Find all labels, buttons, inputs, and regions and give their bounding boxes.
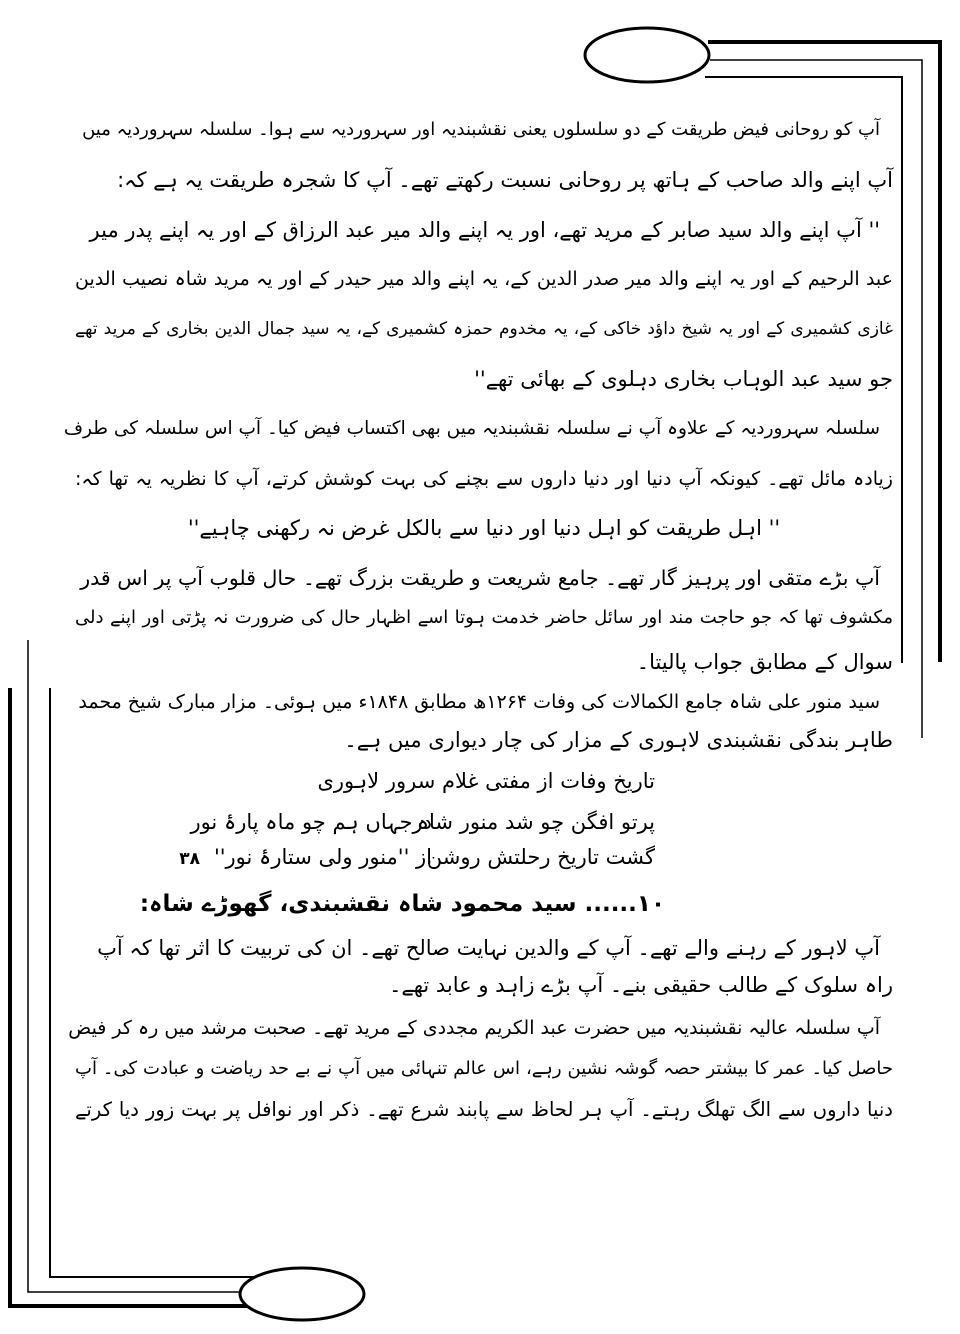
- text-line: آپ اپنے والد صاحب کے ہاتھ پر روحانی نسبت رکھتے تھے۔ آپ کا شجرہ طریقت یہ ہے کہ:: [117, 168, 893, 192]
- border-bottom-left-inner: [50, 688, 258, 1277]
- text-line: راہ سلوک کے طالب حقیقی بنے۔ آپ بڑے زاہد و عابد تھے۔: [389, 973, 893, 997]
- text-line: عبد الرحیم کے اور یہ اپنے والد میر صدر الدین کے، یہ اپنے والد میر حیدر کے اور یہ مرید شاہ نصیب الدین: [75, 268, 893, 290]
- text-line: جو سید عبد الوہاب بخاری دہلوی کے بھائی تھے'': [474, 367, 893, 391]
- text-line: آپ لاہور کے رہنے والے تھے۔ آپ کے والدین نہایت صالح تھے۔ ان کی تربیت کا اثر تھا کہ آپ: [97, 936, 880, 960]
- poem-verse-2-left-text: از ''منور ولی ستارۂ نور'': [214, 845, 432, 869]
- text-line: طاہر بندگی نقشبندی لاہوری کے مزار کی چار دیواری میں ہے۔: [344, 728, 893, 752]
- text-line: دنیا داروں سے الگ تھلگ رہتے۔ آپ ہر لحاظ سے پابند شرع تھے۔ ذکر اور نوافل پر بہت زور دیا کرتے: [75, 1098, 893, 1121]
- top-ornament-oval: [585, 28, 709, 82]
- text-line: آپ سلسلہ عالیہ نقشبندیہ میں حضرت عبد الکریم مجددی کے مرید تھے۔ صحبت مرشد میں رہ کر فیض: [68, 1017, 880, 1039]
- text-line: مکشوف تھا کہ جو حاجت مند اور سائل حاضر خدمت ہوتا اسے اظہار حال کی ضرورت نہ پڑتی اور اپنے دلی: [75, 607, 893, 628]
- text-line: حاصل کیا۔ عمر کا بیشتر حصہ گوشہ نشین رہے، اس عالم تنہائی میں آپ نے بے حد ریاضت و عبادت کی۔ آپ: [75, 1058, 893, 1079]
- text-line: غازی کشمیری کے اور یہ شیخ داؤد خاکی کے، یہ مخدوم حمزہ کشمیری کے، یہ سید جمال الدین بخاری کے مرید تھے: [75, 319, 893, 339]
- poem-verse-1-right: پرتو افگن چو شد منور شاہ: [416, 810, 655, 834]
- text-line: سوال کے مطابق جواب پالیتا۔: [636, 650, 893, 674]
- poem-verse-2-left: [179, 841, 432, 873]
- text-line: زیادہ مائل تھے۔ کیونکہ آپ دنیا اور دنیا داروں سے بچنے کی بہت کوشش کرتے، آپ کا نظریہ یہ تھا کہ:: [75, 468, 893, 490]
- quote-line: '' آپ اپنے والد سید صابر کے مرید تھے، اور یہ اپنے والد میر عبد الرزاق کے اور یہ اپنے پدر میر: [89, 218, 880, 242]
- text-line: آپ کو روحانی فیض طریقت کے دو سلسلوں یعنی نقشبندیہ اور سہروردیہ سے ہوا۔ سلسلہ سہروردیہ میں: [82, 119, 880, 140]
- text-line: آپ بڑے متقی اور پرہیز گار تھے۔ جامع شریعت و طریقت بزرگ تھے۔ حال قلوب آپ پر اس قدر: [80, 566, 880, 590]
- section-heading: ۱۰...... سید محمود شاہ نقشبندی، گھوڑے شاہ:: [139, 891, 665, 917]
- border-top-right-middle: [710, 60, 922, 738]
- bottom-ornament-oval: [240, 1268, 364, 1320]
- quote-line: '' اہل طریقت کو اہل دنیا اور دنیا سے بالکل غرض نہ رکھنی چاہیے'': [187, 516, 781, 540]
- text-line: سید منور علی شاہ جامع الکمالات کی وفات ۱۲۶۴ھ مطابق ۱۸۴۸ء میں ہوئی۔ مزار مبارک شیخ محمد: [78, 691, 880, 713]
- border-bottom-left-outer: [10, 688, 250, 1306]
- poem-title: تاریخ وفات از مفتی غلام سرور لاہوری: [317, 769, 655, 793]
- poem-verse-2-right: گشت تاریخ رحلتش روشن: [426, 845, 655, 869]
- text-line: سلسلہ سہروردیہ کے علاوہ آپ نے سلسلہ نقشبندیہ میں بھی اکتساب فیض کیا۔ آپ اس سلسلہ کی طرف: [63, 418, 880, 439]
- poem-verse-1-left: درجہاں ہم چو ماہ پارۂ نور: [190, 810, 432, 834]
- border-bottom-left-middle: [28, 640, 242, 1292]
- footnote-marker: ۳۸: [179, 849, 200, 869]
